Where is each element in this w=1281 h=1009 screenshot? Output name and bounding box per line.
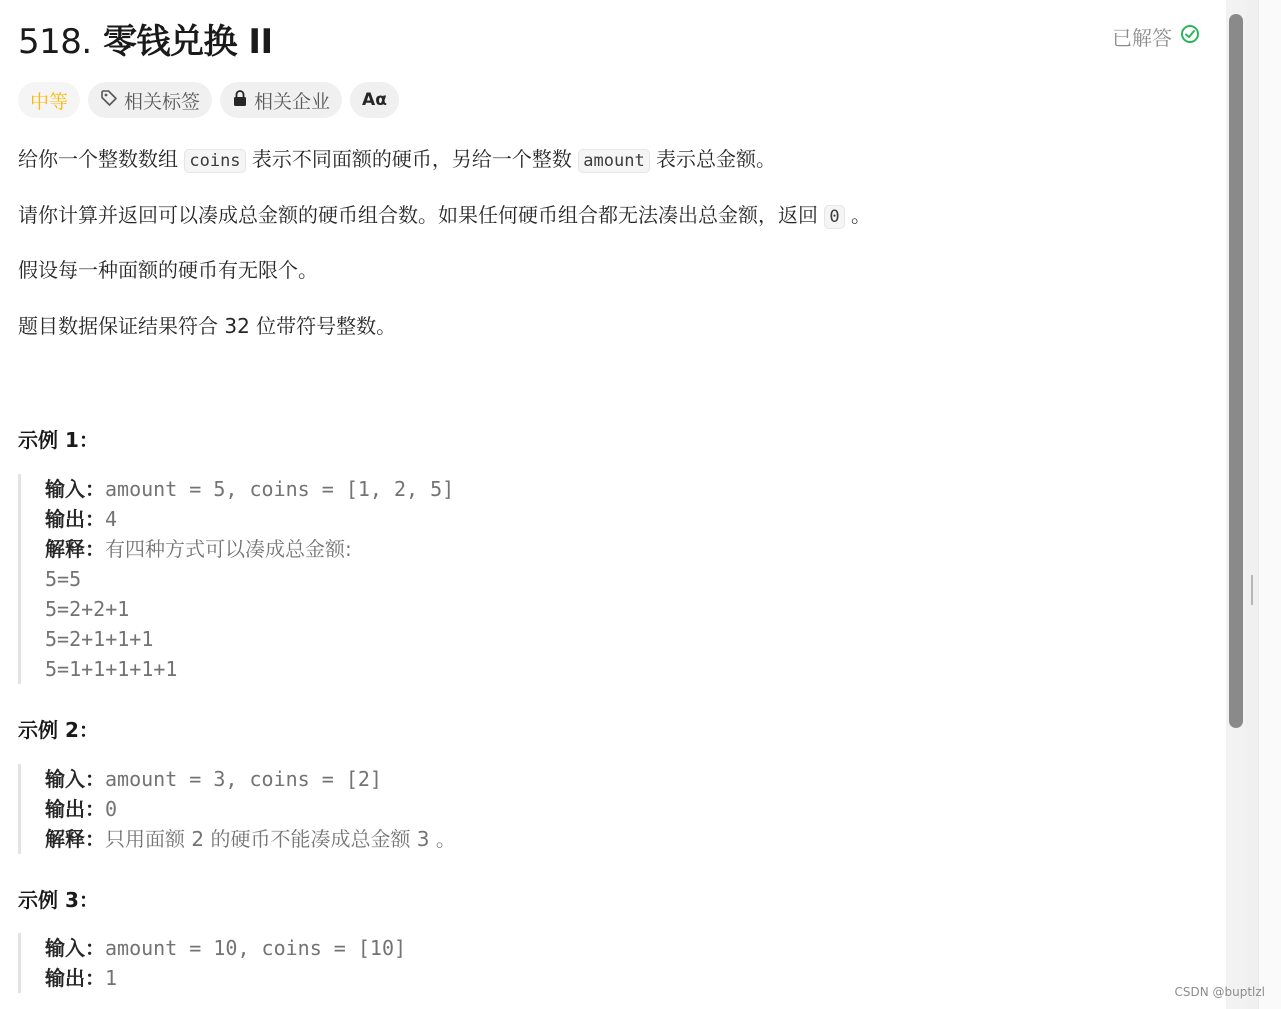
example-1-title: 示例 1：: [18, 428, 99, 452]
example-1-line: 5=5: [45, 567, 82, 591]
example-1-line: 5=2+2+1: [45, 597, 130, 621]
description-paragraph-4: 题目数据保证结果符合 32 位带符号整数。: [18, 314, 397, 338]
problem-name: 零钱兑换 II: [103, 22, 273, 62]
example-2-title: 示例 2：: [18, 718, 99, 742]
description-paragraph-2: 请你计算并返回可以凑成总金额的硬币组合数。如果任何硬币组合都无法凑出总金额，返回 0 。: [18, 203, 871, 227]
code-editor-panel-edge: [1258, 0, 1281, 1009]
difficulty-badge: 中等: [18, 82, 80, 118]
related-tags-button[interactable]: [88, 82, 212, 118]
inline-code-coins: coins: [184, 149, 245, 173]
watermark: CSDN @buptlzl: [1174, 985, 1265, 999]
example-3-input: 输入：amount = 10, coins = [10]: [45, 936, 407, 960]
description-paragraph-1: 给你一个整数数组 coins 表示不同面额的硬币，另给一个整数 amount 表示总金额。: [18, 147, 777, 171]
panel-resize-handle[interactable]: [1246, 0, 1258, 1009]
example-2-input: 输入：amount = 3, coins = [2]: [45, 767, 382, 791]
problem-number: 518.: [18, 22, 92, 62]
translate-icon: Aα: [362, 90, 387, 110]
example-1-line: 5=1+1+1+1+1: [45, 657, 178, 681]
resize-grip: [1251, 575, 1253, 605]
example-2-block: [18, 764, 456, 854]
related-companies-label: 相关企业: [254, 90, 331, 113]
example-1-line: 5=2+1+1+1: [45, 627, 154, 651]
translate-button[interactable]: [350, 82, 399, 118]
tag-icon: [100, 89, 118, 112]
example-2-explain: 解释：只用面额 2 的硬币不能凑成总金额 3 。: [45, 827, 456, 851]
example-3-title: 示例 3：: [18, 888, 99, 912]
tag-bar: [18, 82, 399, 118]
description-paragraph-3: 假设每一种面额的硬币有无限个。: [18, 258, 318, 282]
example-2-output: 输出：0: [45, 797, 118, 821]
example-3-block: [18, 933, 406, 993]
inline-code-amount: amount: [578, 149, 649, 173]
solved-label: 已解答: [1112, 26, 1172, 50]
scrollbar-thumb[interactable]: [1229, 14, 1243, 728]
related-companies-button[interactable]: [220, 82, 342, 118]
example-1-block: [18, 474, 454, 684]
example-3-output: 输出：1: [45, 966, 118, 990]
related-tags-label: 相关标签: [124, 90, 201, 113]
solved-status: [1112, 22, 1200, 51]
example-1-explain: 解释：有四种方式可以凑成总金额:: [45, 537, 352, 561]
example-1-output: 输出：4: [45, 507, 118, 531]
page-title: [18, 14, 273, 63]
check-circle-icon: [1180, 24, 1200, 49]
lock-icon: [232, 89, 248, 112]
example-1-input: 输入：amount = 5, coins = [1, 2, 5]: [45, 477, 455, 501]
inline-code-zero: 0: [824, 205, 844, 229]
